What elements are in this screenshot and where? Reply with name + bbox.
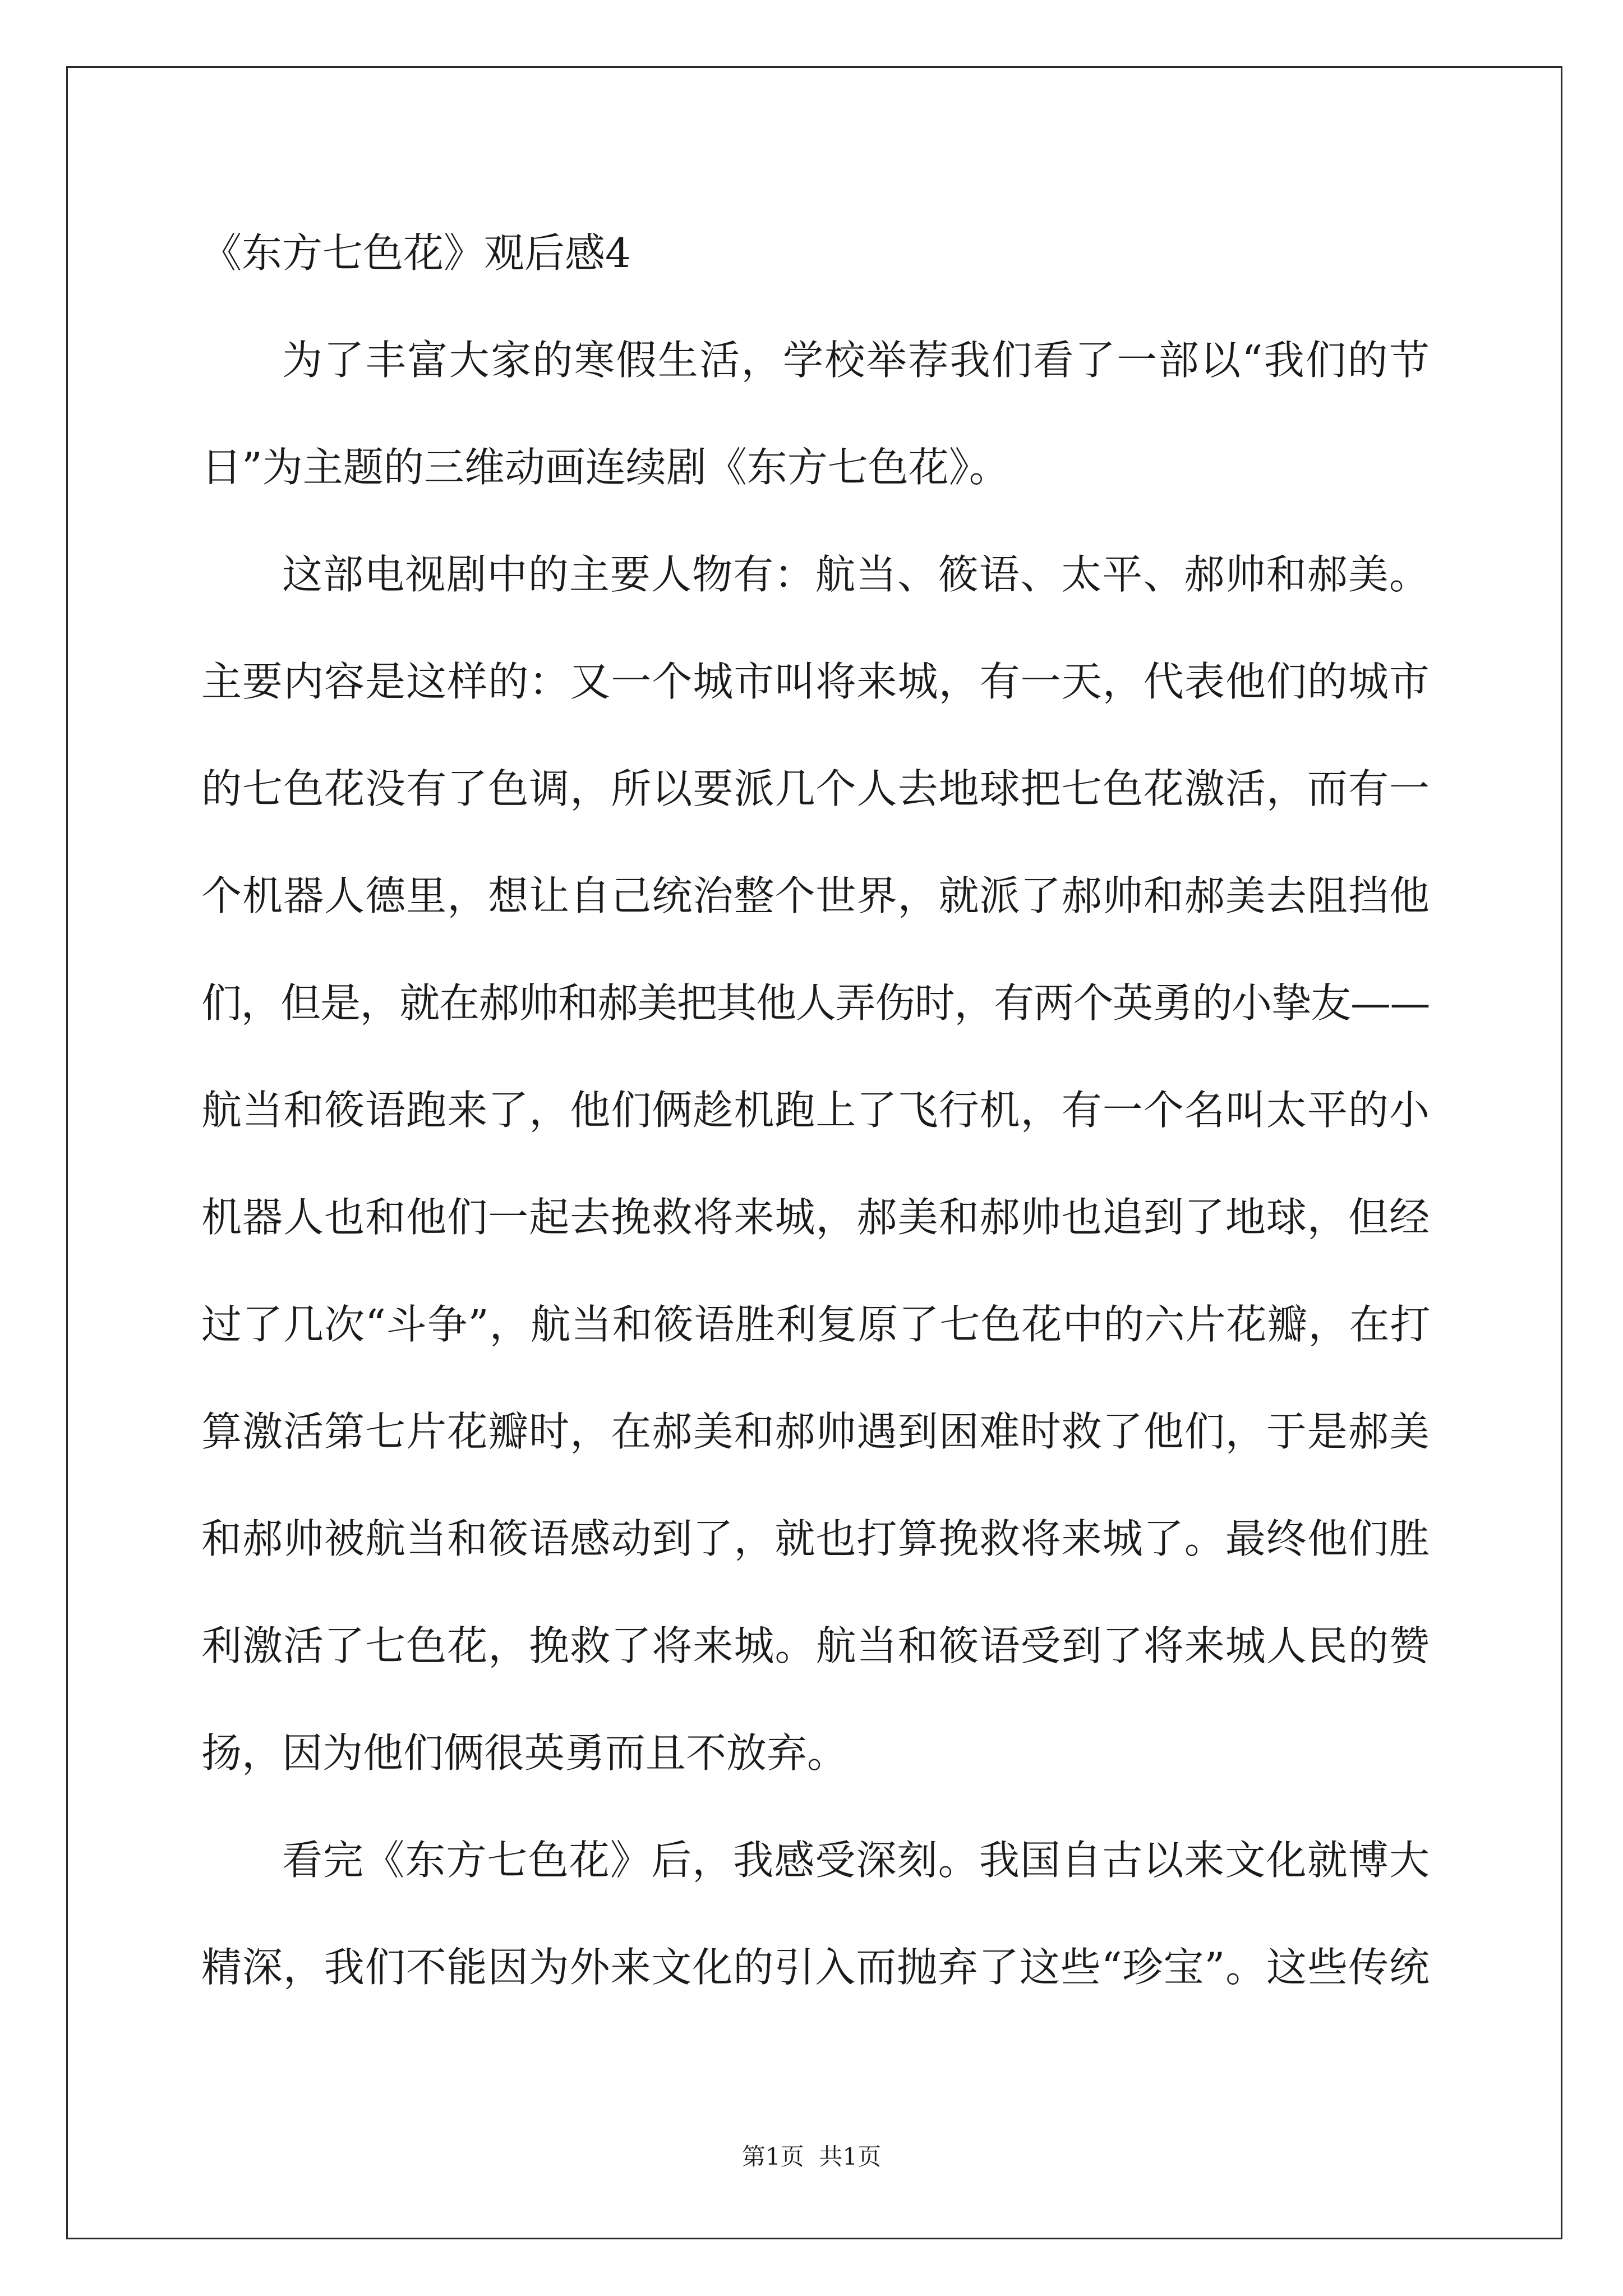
paragraph-2-line: 航当和筱语跑来了，他们俩趁机跑上了飞行机，有一个名叫太平的小 <box>201 1087 1430 1134</box>
paragraph-2-line: 和郝帅被航当和筱语感动到了，就也打算挽救将来城了。最终他们胜 <box>201 1515 1430 1562</box>
paragraph-2-line: 的七色花没有了色调，所以要派几个人去地球把七色花激活，而有一 <box>201 765 1430 812</box>
paragraph-1-line: 日”为主题的三维动画连续剧《东方七色花》。 <box>201 444 1009 491</box>
paragraph-2-line: 过了几次“斗争”，航当和筱语胜利复原了七色花中的六片花瓣，在打 <box>201 1301 1430 1348</box>
paragraph-2-line: 这部电视剧中的主要人物有：航当、筱语、太平、郝帅和郝美。 <box>282 551 1430 598</box>
paragraph-2-line: 扬，因为他们俩很英勇而且不放弃。 <box>201 1729 848 1777</box>
paragraph-3-line: 看完《东方七色花》后，我感受深刻。我国自古以来文化就博大 <box>282 1837 1430 1884</box>
document-title: 《东方七色花》观后感4 <box>201 229 631 277</box>
page-footer-page-number: 第1页 共1页 <box>741 2143 882 2170</box>
paragraph-1-line: 为了丰富大家的寒假生活，学校举荐我们看了一部以“我们的节 <box>282 337 1430 384</box>
paragraph-2-line: 算激活第七片花瓣时，在郝美和郝帅遇到困难时救了他们，于是郝美 <box>201 1408 1430 1455</box>
paragraph-2-line: 机器人也和他们一起去挽救将来城，郝美和郝帅也追到了地球，但经 <box>201 1194 1430 1241</box>
paragraph-2-line: 个机器人德里，想让自己统治整个世界，就派了郝帅和郝美去阻挡他 <box>201 872 1430 919</box>
paragraph-2-line: 主要内容是这样的：又一个城市叫将来城，有一天，代表他们的城市 <box>201 658 1430 705</box>
paragraph-2-line: 利激活了七色花，挽救了将来城。航当和筱语受到了将来城人民的赞 <box>201 1622 1430 1669</box>
document-body <box>201 200 1430 2021</box>
paragraph-2-line: 们，但是，就在郝帅和郝美把其他人弄伤时，有两个英勇的小挚友—— <box>201 979 1430 1027</box>
paragraph-3-line: 精深，我们不能因为外来文化的引入而抛弃了这些“珍宝”。这些传统 <box>201 1944 1430 1991</box>
